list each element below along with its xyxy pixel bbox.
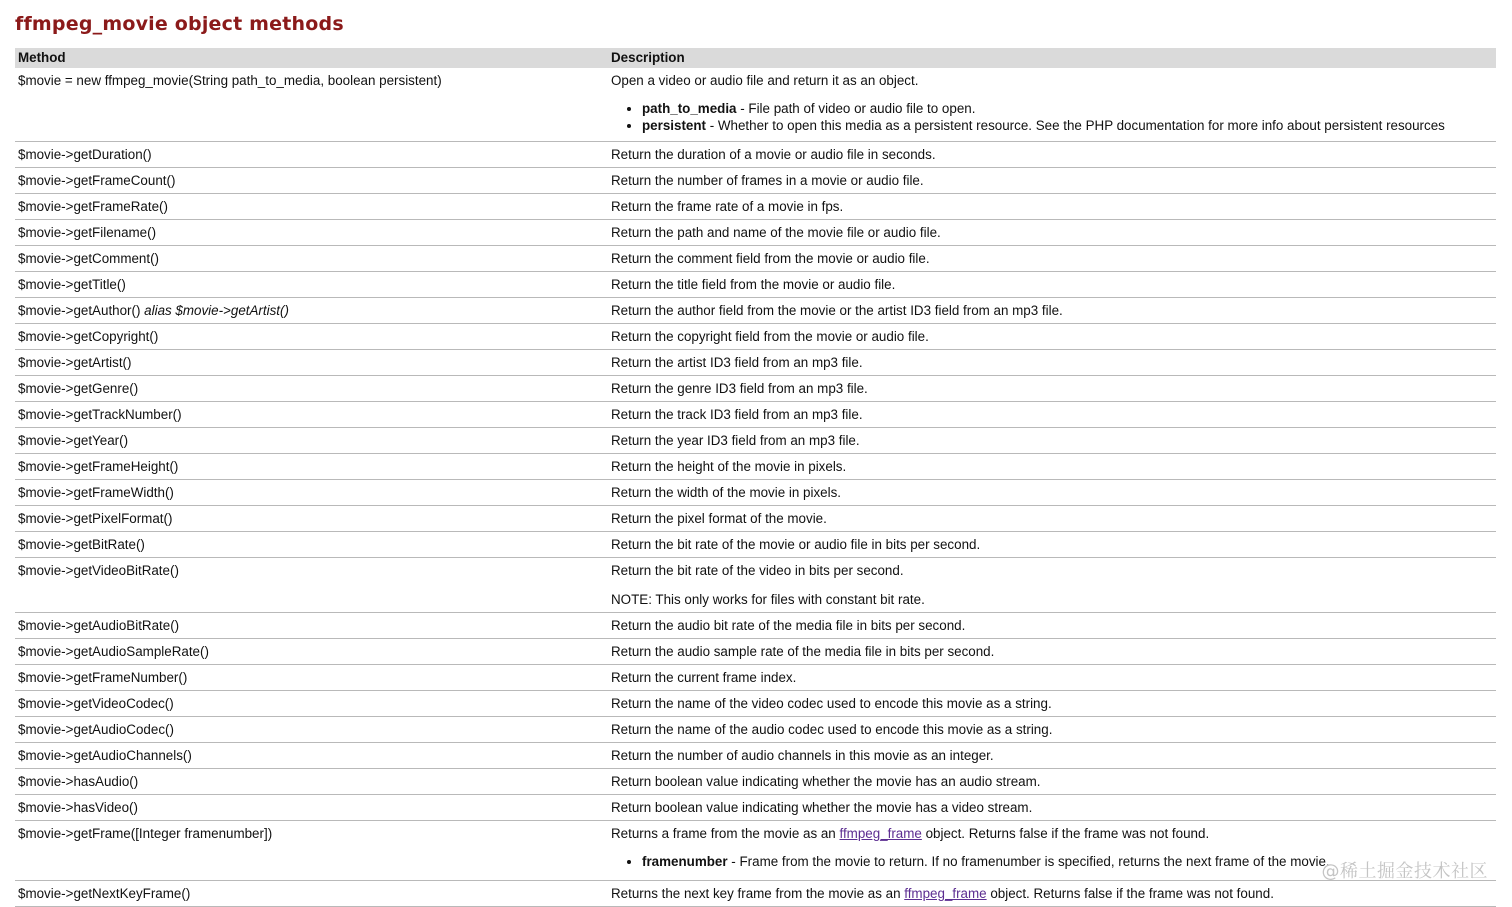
table-row (15, 743, 1496, 769)
description-cell (608, 532, 1496, 558)
table-row (15, 376, 1496, 402)
description-text (611, 885, 1493, 903)
method-signature: $movie->getAudioBitRate() (18, 618, 180, 633)
methods-table (15, 48, 1496, 907)
description-cell (608, 769, 1496, 795)
description-cell (608, 220, 1496, 246)
table-row (15, 428, 1496, 454)
description-text: Return the copyright field from the movie or audio file. (611, 329, 929, 344)
table-row (15, 821, 1496, 881)
table-row (15, 717, 1496, 743)
description-text: Return the year ID3 field from an mp3 file. (611, 433, 860, 448)
method-signature: $movie->getFrameNumber() (18, 670, 188, 685)
method-cell (15, 743, 608, 769)
table-row (15, 68, 1496, 142)
header-description: Description (608, 48, 1496, 68)
method-cell (15, 376, 608, 402)
method-cell (15, 558, 608, 613)
table-row (15, 613, 1496, 639)
description-text (611, 825, 1493, 843)
table-row (15, 246, 1496, 272)
method-cell (15, 880, 608, 906)
description-cell (608, 168, 1496, 194)
method-signature: $movie->getAudioSampleRate() (18, 644, 209, 659)
description-text: Return the pixel format of the movie. (611, 511, 827, 526)
method-cell (15, 639, 608, 665)
method-cell (15, 428, 608, 454)
table-row (15, 324, 1496, 350)
method-signature: $movie->getFrameWidth() (18, 485, 174, 500)
description-text: Return the frame rate of a movie in fps. (611, 199, 844, 214)
description-cell (608, 795, 1496, 821)
watermark: @稀土掘金技术社区 (1321, 861, 1488, 882)
method-cell (15, 168, 608, 194)
description-before-link: Returns the next key frame from the movie as an (611, 885, 905, 901)
method-signature: $movie->getFrameHeight() (18, 459, 179, 474)
description-text: Return the width of the movie in pixels. (611, 485, 841, 500)
method-cell (15, 350, 608, 376)
method-signature: $movie->getTrackNumber() (18, 407, 182, 422)
method-signature: $movie->getNextKeyFrame() (18, 885, 191, 901)
method-signature: $movie->getFilename() (18, 225, 157, 240)
table-row (15, 272, 1496, 298)
description-text: Return the number of audio channels in this movie as an integer. (611, 748, 994, 763)
method-signature: $movie->getArtist() (18, 355, 132, 370)
parameter-description: - Frame from the movie to return. If no framenumber is specified, returns the next frame of the movie. (727, 854, 1330, 869)
description-cell (608, 350, 1496, 376)
table-row (15, 506, 1496, 532)
parameter-description: - File path of video or audio file to open. (736, 101, 976, 116)
method-signature: $movie->getFrameCount() (18, 173, 176, 188)
description-text: Return the number of frames in a movie or audio file. (611, 173, 924, 188)
method-signature: $movie->getAudioChannels() (18, 748, 192, 763)
table-row (15, 558, 1496, 613)
description-text: Return the track ID3 field from an mp3 file. (611, 407, 863, 422)
method-cell (15, 613, 608, 639)
description-cell (608, 880, 1496, 906)
description-cell (608, 613, 1496, 639)
description-cell (608, 454, 1496, 480)
description-text: Return the current frame index. (611, 670, 797, 685)
method-cell (15, 717, 608, 743)
table-row (15, 142, 1496, 168)
description-text: Return the genre ID3 field from an mp3 file. (611, 381, 868, 396)
method-cell (15, 220, 608, 246)
description-text: Return the height of the movie in pixels. (611, 459, 847, 474)
table-row (15, 769, 1496, 795)
description-cell (608, 324, 1496, 350)
ffmpeg-frame-link[interactable]: ffmpeg_frame (839, 826, 922, 841)
header-row (15, 48, 1496, 68)
method-cell (15, 769, 608, 795)
table-row (15, 454, 1496, 480)
parameter-name: path_to_media (642, 101, 737, 116)
method-signature: $movie->getComment() (18, 251, 160, 266)
description-text: Return the comment field from the movie or audio file. (611, 251, 930, 266)
method-signature: $movie->hasVideo() (18, 800, 138, 815)
description-cell (608, 506, 1496, 532)
description-cell (608, 639, 1496, 665)
description-cell (608, 68, 1496, 142)
description-text: Return the artist ID3 field from an mp3 file. (611, 355, 863, 370)
method-cell (15, 821, 608, 881)
method-cell (15, 480, 608, 506)
parameter-name: persistent (642, 117, 706, 133)
parameter-description: - Whether to open this media as a persistent resource. See the PHP documentation for more info about persistent resources (706, 117, 1445, 133)
description-cell (608, 717, 1496, 743)
description-cell (608, 691, 1496, 717)
description-text: Open a video or audio file and return it as an object. (611, 73, 919, 88)
description-cell (608, 402, 1496, 428)
description-text: Return boolean value indicating whether the movie has an audio stream. (611, 774, 1041, 789)
description-cell (608, 272, 1496, 298)
description-after-link: object. Returns false if the frame was not found. (921, 826, 1210, 841)
description-cell (608, 480, 1496, 506)
description-cell (608, 558, 1496, 613)
method-cell (15, 324, 608, 350)
table-header (15, 48, 1496, 68)
table-row (15, 402, 1496, 428)
table-row (15, 795, 1496, 821)
table-row (15, 194, 1496, 220)
description-cell (608, 298, 1496, 324)
method-signature: $movie->getDuration() (18, 147, 152, 162)
parameter-list (611, 101, 1493, 134)
method-cell (15, 454, 608, 480)
description-note: NOTE: This only works for files with constant bit rate. (611, 592, 925, 607)
method-cell (15, 795, 608, 821)
table-row (15, 639, 1496, 665)
description-after-link: object. Returns false if the frame was not found. (986, 885, 1274, 901)
page-title: ffmpeg_movie object methods (15, 13, 344, 35)
method-cell (15, 506, 608, 532)
method-signature: $movie->getTitle() (18, 277, 126, 292)
method-cell (15, 665, 608, 691)
method-signature: $movie->getCopyright() (18, 329, 159, 344)
method-signature: $movie->getYear() (18, 433, 129, 448)
method-cell (15, 402, 608, 428)
method-signature: $movie->getVideoCodec() (18, 696, 174, 711)
table-row (15, 298, 1496, 324)
table-row (15, 350, 1496, 376)
description-text: Return the author field from the movie or the artist ID3 field from an mp3 file. (611, 303, 1063, 318)
table-row (15, 220, 1496, 246)
method-alias: alias $movie->getArtist() (144, 303, 289, 318)
description-cell (608, 665, 1496, 691)
parameter-item (642, 101, 1493, 118)
table-row (15, 665, 1496, 691)
description-text: Return the path and name of the movie file or audio file. (611, 225, 941, 240)
method-signature: $movie->getVideoBitRate() (18, 563, 179, 578)
description-text: Return the bit rate of the movie or audio file in bits per second. (611, 537, 981, 552)
method-cell (15, 246, 608, 272)
description-text: Return the name of the audio codec used to encode this movie as a string. (611, 722, 1053, 737)
description-before-link: Returns a frame from the movie as an (611, 826, 840, 841)
table-row (15, 880, 1496, 906)
method-signature: $movie = new ffmpeg_movie(String path_to_media, boolean persistent) (18, 73, 442, 88)
ffmpeg-frame-link[interactable]: ffmpeg_frame (904, 885, 987, 901)
table-row (15, 532, 1496, 558)
table-body (15, 68, 1496, 906)
method-signature: $movie->getFrameRate() (18, 199, 168, 214)
method-signature: $movie->getAuthor() (18, 303, 141, 318)
parameter-item (642, 118, 1493, 135)
description-cell (608, 194, 1496, 220)
method-cell (15, 194, 608, 220)
method-cell (15, 298, 608, 324)
parameter-name: framenumber (642, 854, 728, 869)
method-cell (15, 272, 608, 298)
header-method: Method (15, 48, 608, 68)
description-text: Return boolean value indicating whether the movie has a video stream. (611, 800, 1033, 815)
method-signature: $movie->getBitRate() (18, 537, 145, 552)
description-cell (608, 142, 1496, 168)
description-text: Return the title field from the movie or audio file. (611, 277, 896, 292)
description-cell (608, 743, 1496, 769)
table-row (15, 480, 1496, 506)
method-signature: $movie->getAudioCodec() (18, 722, 174, 737)
method-signature: $movie->getGenre() (18, 381, 139, 396)
description-text: Return the audio bit rate of the media file in bits per second. (611, 618, 966, 633)
description-text: Return the name of the video codec used to encode this movie as a string. (611, 696, 1052, 711)
description-cell (608, 376, 1496, 402)
method-cell (15, 68, 608, 142)
description-cell (608, 246, 1496, 272)
method-cell (15, 691, 608, 717)
method-signature: $movie->getFrame([Integer framenumber]) (18, 826, 273, 841)
description-text: Return the bit rate of the video in bits per second. (611, 563, 904, 578)
description-cell (608, 428, 1496, 454)
description-text: Return the duration of a movie or audio file in seconds. (611, 147, 936, 162)
table-row (15, 691, 1496, 717)
table-row (15, 168, 1496, 194)
method-cell (15, 532, 608, 558)
method-cell (15, 142, 608, 168)
method-signature: $movie->getPixelFormat() (18, 511, 173, 526)
method-signature: $movie->hasAudio() (18, 774, 139, 789)
description-text: Return the audio sample rate of the media file in bits per second. (611, 644, 995, 659)
